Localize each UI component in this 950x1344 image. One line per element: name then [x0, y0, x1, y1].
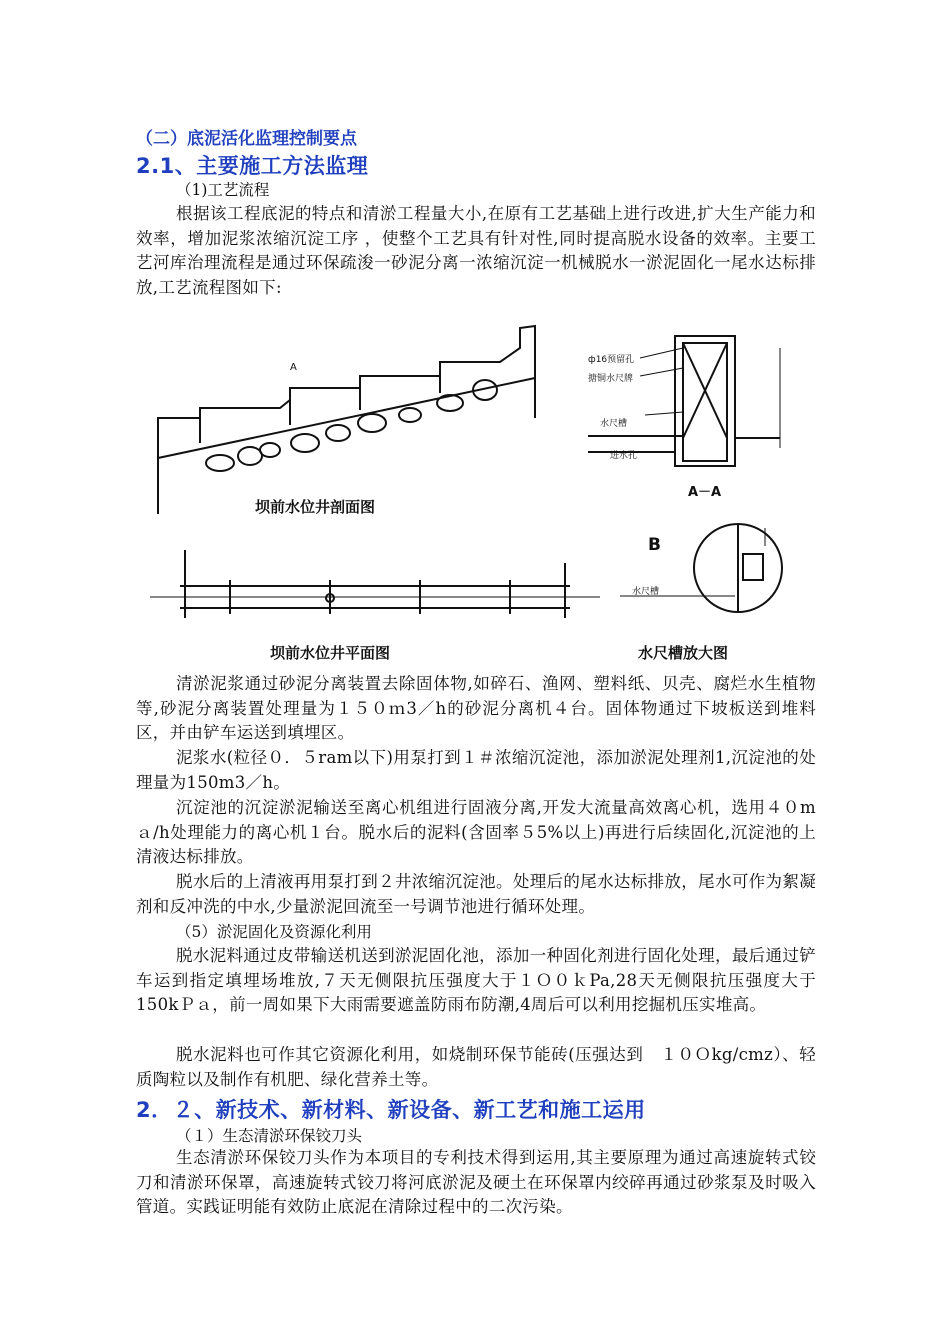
note-pipe: 进水孔	[610, 451, 638, 461]
label-b-marker: B	[648, 535, 661, 555]
section-drawing	[158, 326, 535, 514]
paragraph-reuse: 脱水泥料也可作其它资源化利用，如烧制环保节能砖(压强达到 １０Ｏkg/cmz）、轻质陶粒以及制作有机肥、绿化营养土等。	[136, 1045, 816, 1089]
caption-detail: 水尺槽放大图	[638, 644, 729, 662]
note-hole: ф16预留孔	[588, 355, 635, 365]
item-process-flow: （1)工艺流程	[176, 181, 270, 199]
section-heading-2-2: 2．２、新技术、新材料、新设备、新工艺和施工运用	[136, 1098, 646, 1122]
process-figure	[140, 318, 820, 668]
paragraph-reamer-head: 生态清淤环保铰刀头作为本项目的专利技术得到运用,其主要原理为通过高速旋转式铰刀和清淤环保罩，高速旋转式铰刀将河底淤泥及硬土在环保罩内绞碎再通过砂浆泵及时吸入管道。实践证明能有效防止底泥在清除过程中的二次污染。	[136, 1148, 816, 1216]
note-slot: 水尺槽	[600, 419, 628, 429]
item-reamer-head: （１）生态清淤环保铰刀头	[176, 1127, 363, 1145]
section-heading-2-1: 2.1、主要施工方法监理	[136, 154, 369, 178]
caption-aa: A－A	[688, 485, 722, 500]
paragraph-supernatant: 脱水后的上清液再用泵打到２井浓缩沉淀池。处理后的尾水达标排放，尾水可作为絮凝剂和反冲洗的中水,少量淤泥回流至一号调节池进行循环处理。	[136, 872, 816, 916]
paragraph-sand-separation: 清淤泥浆通过砂泥分离装置去除固体物,如碎石、渔网、塑料纸、贝壳、腐烂水生植物等,砂泥分离装置处理量为１５０ｍ3／h的砂泥分离机４台。固体物通过下坡板送到堆料区，并由铲车运送到填埋区。	[136, 674, 816, 742]
caption-plan: 坝前水位井平面图	[270, 644, 391, 662]
label-a-marker: A	[290, 362, 297, 373]
water-level-well-drawings	[140, 318, 820, 668]
note-gauge: 搪铜水尺牌	[588, 374, 634, 384]
plan-drawing	[150, 550, 600, 618]
paragraph-thickening: 泥浆水(粒径０．５ram以下)用泵打到１＃浓缩沉淀池，添加淤泥处理剂1,沉淀池的处理量为150m3／h。	[136, 748, 816, 792]
paragraph-solidification: 脱水泥料通过皮带输送机送到淤泥固化池，添加一种固化剂进行固化处理，最后通过铲车运到指定填埋场堆放,７天无侧限抗压强度大于１Ｏ０ｋPa,28天无侧限抗压强度大于150kＰａ，前一周如果下大雨需要遮盖防雨布防潮,4周后可以利用挖掘机压实堆高。	[136, 946, 816, 1014]
item-solidification: （5）淤泥固化及资源化利用	[176, 923, 372, 941]
subsection-heading: （二）底泥活化监理控制要点	[136, 129, 357, 149]
paragraph-centrifuge: 沉淀池的沉淀淤泥输送至离心机组进行固液分离,开发大流量高效离心机，选用４０mａ/h处理能力的离心机１台。脱水后的泥料(含固率５5%以上)再进行后续固化,沉淀池的上清液达标排放。	[136, 798, 816, 866]
note-detail-slot: 水尺槽	[632, 587, 660, 597]
detail-drawing	[620, 524, 782, 612]
caption-section: 坝前水位井剖面图	[255, 498, 376, 516]
paragraph-process-intro: 根据该工程底泥的特点和清淤工程量大小,在原有工艺基础上进行改进,扩大生产能力和效率，增加泥浆浓缩沉淀工序 ，使整个工艺具有针对性,同时提高脱水设备的效率。主要工艺河库治理流程是通过环保疏浚一砂泥分离一浓缩沉淀一机械脱水一淤泥固化一尾水达标排放,工艺流程图如下:	[136, 204, 816, 297]
